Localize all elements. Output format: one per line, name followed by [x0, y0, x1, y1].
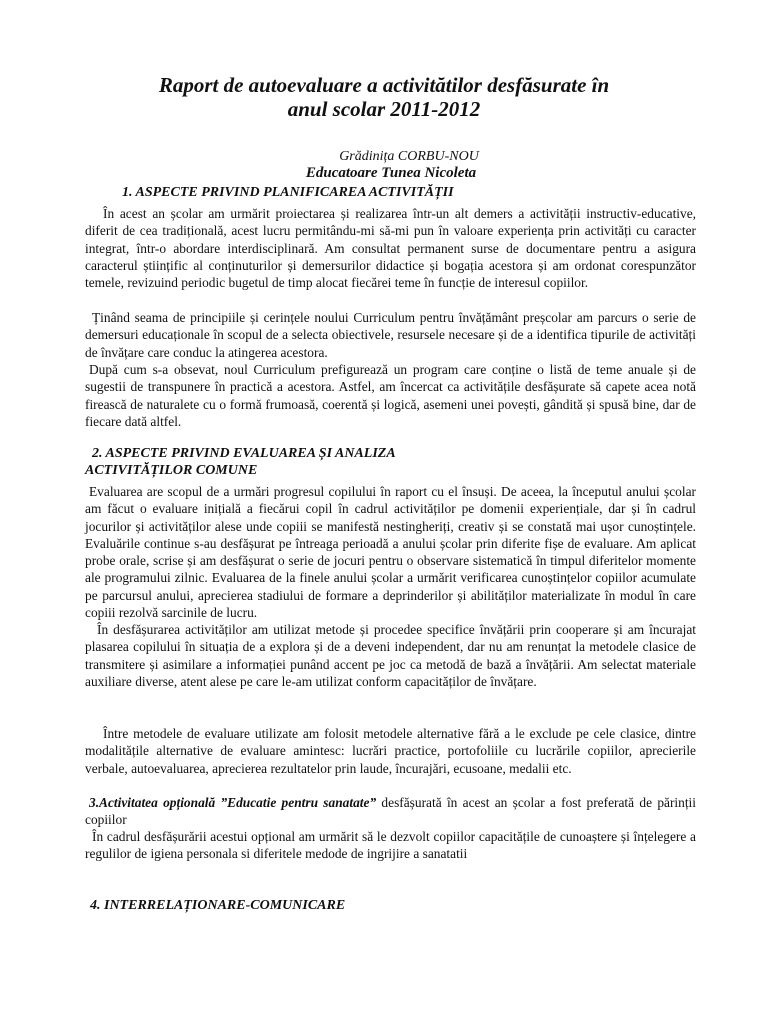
document-title-line2: anul scolar 2011-2012: [287, 97, 481, 121]
section2-heading-line1: 2. ASPECTE PRIVIND EVALUAREA ȘI ANALIZA: [92, 446, 396, 461]
section1-heading: 1. ASPECTE PRIVIND PLANIFICAREA ACTIVITĂȚII: [122, 185, 454, 200]
section3-heading-rest: desfășurată în acest an școlar a fost preferată de părinții copiilor: [85, 795, 696, 828]
section1-paragraph: După cum s-a obsevat, noul Curriculum prefigurează un program care conține o listă de teme anuale și de sugestii de transpunere în practică a acestora. Astfel, am încercat ca activitățile desfășurate să capete acea notă firească de naturalete cu o formă frumoasă, coerentă și logică, asemeni unei povești, gândită și spusă bine, dar de fiecare dată altfel.: [85, 362, 696, 429]
section1-paragraph: În acest an școlar am urmărit proiectarea și realizarea într-un alt demers a activității instructiv-educative, diferit de cea tradițională, acest lucru permitându-mi să-mi pun în valoare experiența prin activități cu caracter integrat, într-o abordare interdisciplinară. Am consultat permanent surse de documentare pentru a asigura caracterul științific al conținuturilor și demersurilor didactice și bogația acestora și am ordonat corespunzător temele, revizuind periodic bugetul de timp alocat fiecărei teme în funcție de interesul copiilor.: [85, 206, 696, 291]
section2-paragraph: În desfășurarea activităților am utilizat metode și procedee specifice învățării prin cooperare și am încurajat plasarea copilului în situația de a explora și de a deveni independent, dar nu am renunțat la metodele clasice de transmitere și asimilare a informației punând accent pe joc ca metodă de bază a învățării. Am selectat materiale auxiliare diverse, atent alese pe care le-am utilizat conform capacităților de învățare.: [85, 622, 696, 689]
section4-heading: 4. INTERRELAȚIONARE-COMUNICARE: [90, 898, 346, 913]
section3-paragraph: În cadrul desfășurării acestui opțional am urmărit să le dezvolt copiilor capacitățile de cunoaștere și înțelegere a regulilor de igiena personala si diferitele medode de ingrijire a sanatatii: [85, 829, 696, 862]
kindergarten-name: Grădinița CORBU-NOU: [339, 149, 479, 164]
section2-paragraph: Între metodele de evaluare utilizate am folosit metodele alternative fără a le exclude pe cele clasice, dintre modalitățile alternative de evaluare amintesc: lucrări practice, portofoliile cu lucrările copiilor, aprecierile verbale, autoevaluarea, aprecierea rezultatelor prin laude, încurajări, ecusoane, medalii etc.: [85, 726, 696, 776]
section2-heading-line2: ACTIVITĂȚILOR COMUNE: [85, 463, 258, 478]
document-title-line1: Raport de autoevaluare a activitătilor desfăsurate în: [158, 73, 610, 97]
section1-paragraph: Ținând seama de principiile și cerințele noului Curriculum pentru învățământ preșcolar am parcurs o serie de demersuri educaționale în scopul de a selecta obiectivele, resursele necesare și de a identifica tipurile de activități de învățare care conduc la atingerea acestora.: [85, 310, 696, 360]
section3-heading-title: 3.Activitatea opțională ”Educatie pentru sanatate”: [89, 795, 377, 810]
section2-paragraph: Evaluarea are scopul de a urmări progresul copilului în raport cu el însuși. De aceea, la începutul anului școlar am făcut o evaluare inițială a fiecărui copil în cadrul activităților pe domenii experiențiale, dar și în cadrul jocurilor și activităților alese unde copiii se manifestă nestingheriți, creativ și se constată mai ușor cunoștințele. Evaluările continue s-au desfășurat pe întreaga perioadă a anului școlar prin diferite fișe de evaluare. Am aplicat probe orale, scrise și am desfășurat o serie de jocuri pentru o observare sistematică în timpul diferitelor momente ale programului zilnic. Evaluarea de la finele anului școlar a urmărit verificarea cunoștințelor copiilor acumulate pe parcursul anului, aprecierea stadiului de formare a deprinderilor și abilităților materializate în modul în care copiii rezolvă sarcinile de lucru.: [85, 484, 696, 621]
section3-heading: [85, 794, 696, 829]
educator-name: Educatoare Tunea Nicoleta: [305, 165, 477, 181]
